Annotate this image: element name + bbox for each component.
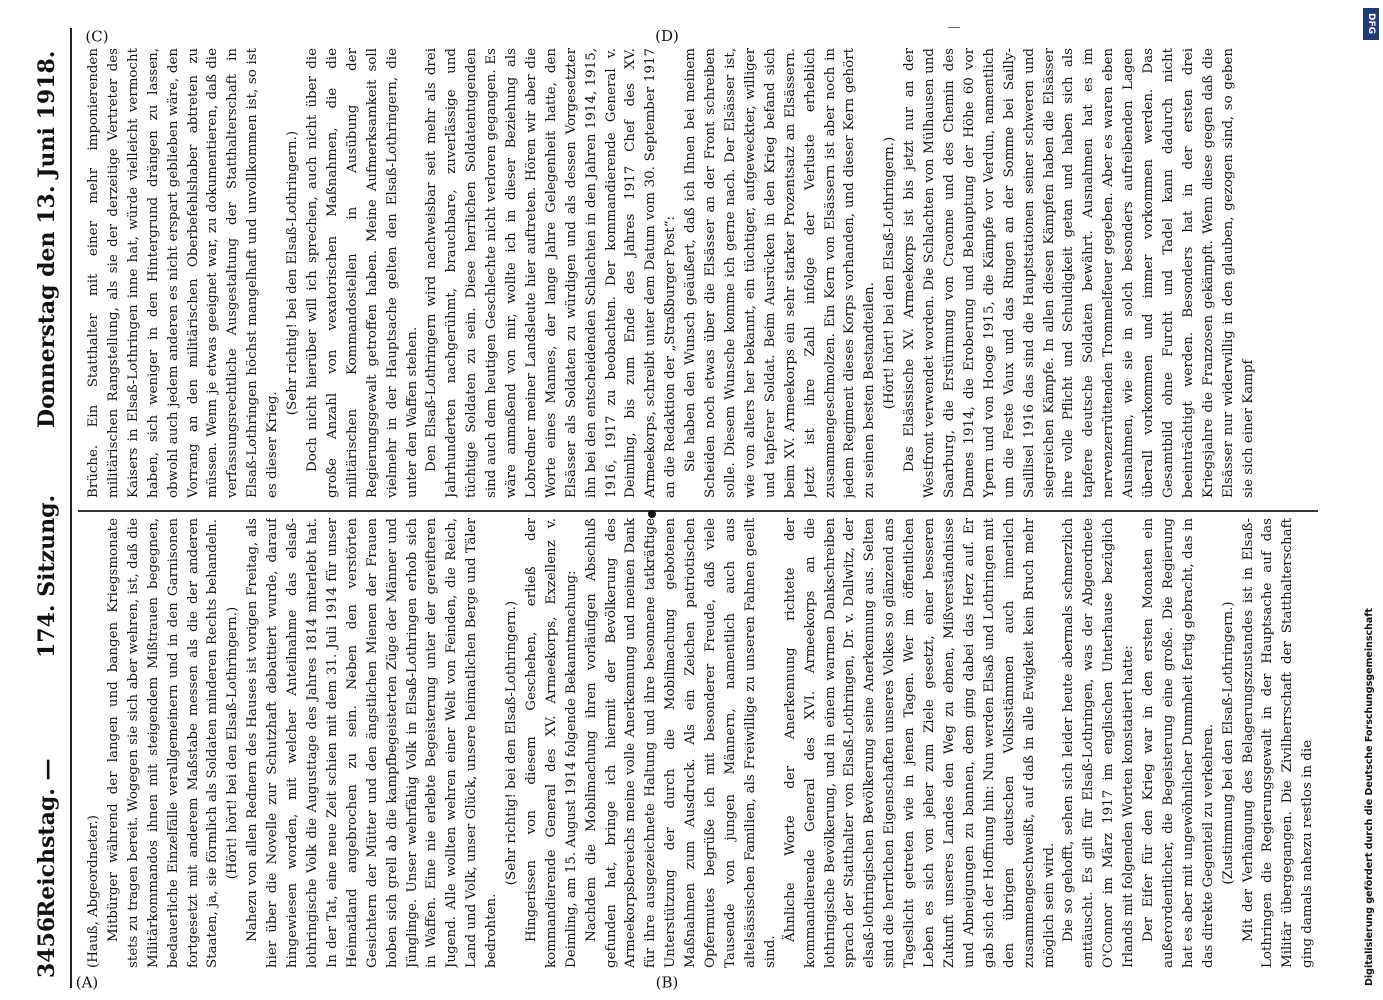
header-date: Donnerstag den 13. Juni 1918. — [34, 50, 60, 428]
paragraph: Hingerissen von diesem Geschehen, erließ der kommandierende General des XV. Armeekorps, Exzellenz v. Deimling, am 15. August 1914 folgende Bekanntmachung: — [523, 518, 579, 968]
interjection: (Sehr richtig! bei den Elsaß-Lothringern.) — [285, 130, 301, 416]
paragraph: Den Elsaß-Lothringern wird nachweisbar seit mehr als drei Jahrhunderten nachgerühmt, brauchbare, zuverlässige und tüchtige Soldaten zu sein. Diese herrlichen Soldatentugenden sind auch dem heutigen Geschlechte nicht verloren gegangen. Es wäre anmaßend von mir, wollte ich in dieser Beziehung als Lobredner meiner Landsleute hier auftreten. Hören wir aber die Worte eines Mannes, der lange Jahre Gelegenheit hatte, den Elsässer als Soldaten zu würdigen und als dessen Vorgesetzter ihn bei den entscheidenden Schlachten in den Jahren 1914, 1915, 1916, 1917 zu beobachten. Der kommandierende General v. Deimling, bis zum Ende des Jahres 1917 Chef des XV. Armeekorps, schreibt unter dem Datum vom 30. September 1917 an die Redaktion der „Straßburger Post“: — [424, 48, 679, 498]
quotation: Das Elsässische XV. Armeekorps ist bis jetzt nur an der Westfront verwendet worden. Die Schlachten von Mülhausen und Saarburg, die Erstürmung von Craonne und des Chemin des Dames 1914, die Eroberung und Behauptung der Höhe 60 vor Ypern und von Hooge 1915, die Kämpfe vor Verdun, namentlich um die Feste Vaux und das Ringen an der Somme bei Sailly-Saillisel 1916 das sind die Hauptstationen seiner schweren und siegreichen Kämpfe. In allen diesen Kämpfen haben die Elsässer ihre volle Pflicht und Schuldigkeit getan und haben sich als tapfere deutsche Soldaten bewährt. Ausnahmen hat es im nervenzerrüttenden Trommelfeuer gegeben. Aber es waren eben Ausnahmen, wie sie in solch besonders aufreibenden Lagen überall vorkommen und immer vorkommen werden. Das Gesamtbild ohne Furcht und Tadel kann dadurch nicht beeinträchtigt werden. Besonders hat in der ersten drei Kriegsjahre die Franzosen gekämpft. Wenn diese gegen daß die Elsässer nur widerwillig in den glauben, gezogen sind, so geben sie sich einer Kampf — [902, 48, 1256, 498]
left-column — [84, 518, 1324, 968]
ink-dot — [648, 510, 656, 518]
quotation: Sie haben den Wunsch geäußert, daß ich Ihnen bei meinem Scheiden noch etwas über die Elsässer an der Front schreiben solle. Diesem Wunsche komme ich gerne nach. Der Elsässer ist, wie von alters her bekannt, ein tüchtiger, aufgeweckter, williger und tapferer Soldat. Beim Ausrücken in den Krieg befand sich beim XV. Armeekorps ein sehr starker Prozentsatz an Elsässern. Jetzt ist ihre Zahl infolge der Verluste erheblich zusammengeschmolzen. Ein Kern von Elsässern ist aber noch in jedem Regiment dieses Korps vorhanden, und dieser Kern gehört zu seinen besten Bestandteilen. — [683, 48, 878, 498]
paragraph: Brüche. Ein Statthalter mit einer mehr imponierenden militärischen Rangstellung, als sie der derzeitige Vertreter des Kaisers in Elsaß-Lothringen inne hat, würde vielleicht vermocht haben, sich weniger in den Hintergrund drängen zu lassen, obwohl auch jedem anderen es nicht erspart geblieben wäre, den Vorrang an den militärischen Oberbefehlshaber abtreten zu müssen. Wenn je etwas geeignet war, zu dokumentieren, daß die verfassungsrechtliche Ausgestaltung der Statthalterschaft in Elsaß-Lothringen höchst mangelhaft und unvollkommen ist, so ist es dieser Krieg. — [86, 48, 281, 498]
credit-text: Digitalisierung gefördert durch die Deutsche Forschungsgemeinschaft — [1364, 608, 1375, 986]
paragraph: Nahezu von allen Rednern des Hauses ist vorigen Freitag, als hier über die Novelle zur Schutzhaft debattiert wurde, darauf hingewiesen worden, mit welcher Anteilnahme das elsaß-lothringische Volk die Augusttage des Jahres 1814 miterlebt hat. In der Tat, eine neue Zeit schien mit dem 31. Juli 1914 für unser Heimatland angebrochen zu sein. Neben den verstörten Gesichtern der Mütter und den ängstlichen Mienen der Frauen hoben sich grell ab die kampfbegeisterten Züge der Männer und Jünglinge. Unser wehrfähig Volk in Elsaß-Lothringen erhob sich in Waffen. Eine nie erlebte Begeisterung unter der gereifteren Jugend. Alle wollten wehren einer Welt von Feinden, die Reich, Land und Volk, unser Glück, unsere heimatlichen Berge und Täler bedrohten. — [245, 518, 500, 968]
paragraph: Die so gehofft, sehen sich leider heute abermals schmerzlich enttäuscht. Es gilt für Elsaß-Lothringen, was der Abgeordnete O'Connor im März 1917 im englischen Unterhause bezüglich Irlands mit folgenden Worten konstatiert hatte: — [1061, 518, 1137, 968]
quotation: Nachdem die Mobilmachung ihren vorläufigen Abschluß gefunden hat, bringe ich hiermit der Bevölkerung des Armeekorpsbereichs meine volle Anerkennung und meinen Dank für ihre ausgezeichnete Haltung und ihre besonnene tatkräftige Unterstützung der durch die Mobilmachung gebotenen Maßnahmen zum Ausdruck. Als ein Zeichen patriotischen Opfermutes begrüße ich mit besonderer Freude, daß viele Tausende von jungen Männern, namentlich auch aus altelsässischen Familien, als Freiwillige zu unseren Fahnen geeilt sind. — [583, 518, 778, 968]
header-session: 174. Sitzung. — [34, 494, 60, 658]
header-rule — [70, 28, 72, 988]
rotated-page — [18, 27, 1338, 992]
header-chamber: Reichstag. — — [34, 758, 60, 918]
interjection: (Zustimmung bei den Elsaß-Lothringern.) — [1220, 601, 1236, 885]
digitization-credit — [1362, 8, 1380, 992]
paragraph: Ähnliche Worte der Anerkennung richtete der kommandierende General des XVI. Armeekorps an die lothringische Bevölkerung, und in einem warmen Dankschreiben sprach der Statthalter von Elsaß-Lothringen, Dr. v. Dallwitz, der elsaß-lothringischen Bevölkerung seine Anerkennung aus. Selten sind die herrlichen Eigenschaften unseres Volkes so glänzend ans Tageslicht getreten wie in jenen Tagen. Wer im öffentlichen Leben es sich von jeher zum Ziele gesetzt, einer besseren Zukunft unseres Landes den Weg zu ebnen, Mißverständnisse und Abneigungen zu bannen, dem ging dabei das Herz auf. Er gab sich der Hoffnung hin: Nun werden Elsaß und Lothringen mit den übrigen deutschen Volksstämmen auch innerlich zusammengeschweißt, auf daß in alle Ewigkeit kein Bruch mehr möglich sein wird. — [782, 518, 1057, 968]
column-divider — [78, 510, 1318, 512]
paragraph: Mitbürger während der langen und bangen Kriegsmonate stets zu tragen bereit. Wogegen sie sich aber wehren, ist, daß die Militärkommandos ihnen mit steigendem Mißtrauen begegnen, bedauerliche Einzelfälle verallgemeinern und in den Garnisonen fortgesetzt mit anderem Maßstabe messen als die der anderen Staaten, ja, sie förmlich als Soldaten minderen Rechts behandeln. — [105, 518, 221, 968]
page-header — [30, 28, 70, 988]
dfg-logo-icon: DFG — [1363, 8, 1379, 40]
right-column — [84, 48, 1324, 498]
margin-tick — [948, 27, 960, 28]
margin-marker-a: (A) — [75, 973, 99, 992]
quotation: Der Eifer für den Krieg war in den ersten Monaten ein außerordentlicher, die Begeisterung eine große. Die Regierung hat es aber mit ungewöhnlicher Dummheit fertig gebracht, das in das direkte Gegenteil zu verkehren. — [1141, 518, 1216, 968]
interjection: (Hört! hört! bei den Elsaß-Lothringern.) — [225, 606, 241, 880]
margin-marker-d: (D) — [655, 27, 679, 46]
speaker-note: (Hauß, Abgeordneter.) — [86, 814, 101, 968]
paragraph: Mit der Verhängung des Belagerungszustandes ist in Elsaß-Lothringen die Regierungsgewalt in der Hauptsache auf das Militär übergegangen. Die Zivilherrschaft der Statthalterschaft ging damals nahezu restlos in die — [1240, 518, 1316, 968]
margin-marker-b: (B) — [655, 973, 679, 992]
interjection: (Hört! hört! bei den Elsaß-Lothringern.) — [882, 136, 898, 410]
page-number: 3456 — [34, 916, 60, 978]
paragraph: Doch nicht hierüber will ich sprechen, auch nicht über die große Anzahl von vexatorischen Maßnahmen, die die militärischen Kommandostellen in Ausübung der Regierungsgewalt getroffen haben. Meine Aufmerksamkeit soll vielmehr in der Hauptsache gelten den Elsaß-Lothringern, die unter den Waffen stehen. — [304, 48, 420, 498]
interjection: (Sehr richtig! bei den Elsaß-Lothringern.) — [504, 600, 520, 886]
margin-marker-c: (C) — [85, 27, 109, 46]
